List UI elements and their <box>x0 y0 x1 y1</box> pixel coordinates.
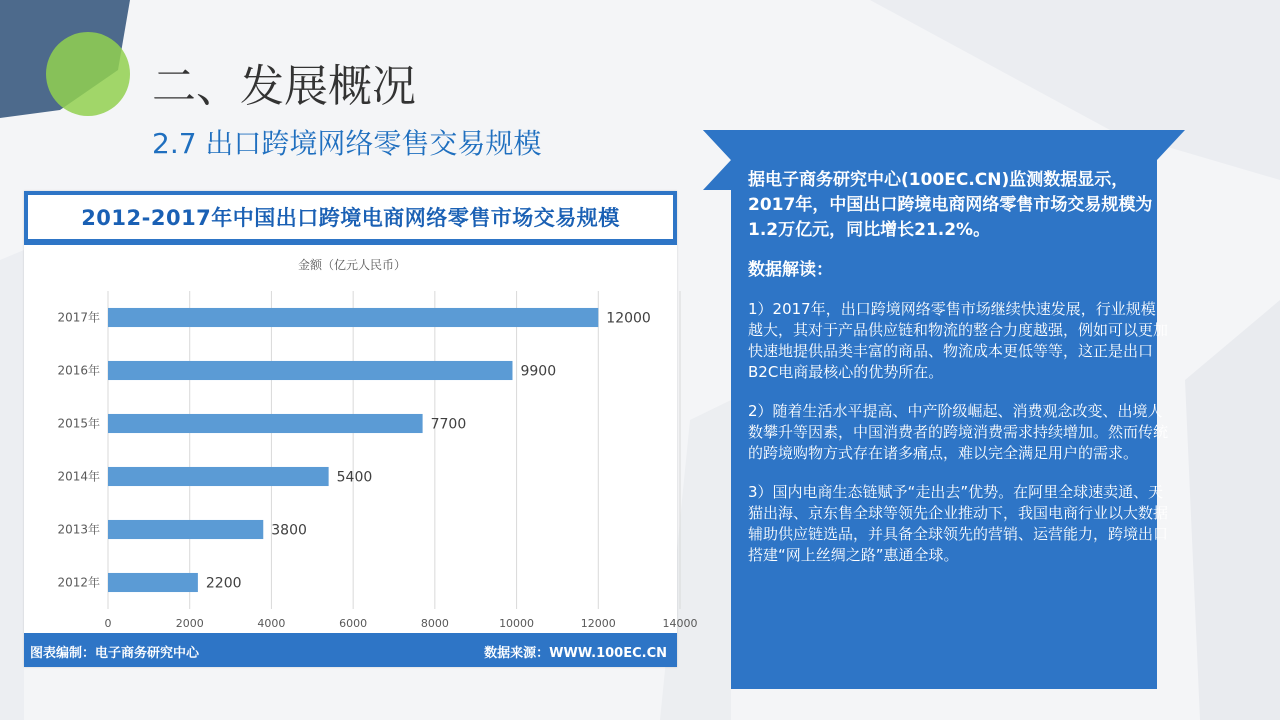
chart-title: 2012-2017年中国出口跨境电商网络零售市场交易规模 <box>28 195 673 239</box>
info-box <box>731 130 1185 689</box>
info-point-3: 3）国内电商生态链赋予“走出去”优势。在阿里全球速卖通、天猫出海、京东售全球等领先企业推动下，我国电商行业以大数据辅助供应链选品，并具备全球领先的营销、运营能力，跨境出口搭建“网上丝绸之路”惠通全球。 <box>748 483 1169 564</box>
chart-header <box>24 191 677 245</box>
series-label: 金额（亿元人民币） <box>297 258 407 272</box>
bar <box>108 573 198 592</box>
x-tick-label: 12000 <box>580 617 616 630</box>
bar-value-label: 12000 <box>606 310 651 327</box>
x-tick-label: 14000 <box>662 617 698 630</box>
y-category-label: 2017年 <box>57 310 100 325</box>
y-category-label: 2016年 <box>57 363 100 378</box>
green-circle <box>46 32 130 116</box>
bg-facet <box>1185 300 1280 720</box>
chart-credit: 图表编制：电子商务研究中心 <box>30 646 200 661</box>
x-tick-label: 6000 <box>339 617 368 630</box>
info-point-2: 2）随着生活水平提高、中产阶级崛起、消费观念改变、出境人数攀升等因素，中国消费者的跨境消费需求持续增加。然而传统的跨境购物方式存在诸多痛点，难以完全满足用户的需求。 <box>748 402 1169 462</box>
bar <box>108 308 598 327</box>
chart-panel <box>24 191 698 667</box>
chart-source: 数据来源：WWW.100EC.CN <box>484 646 667 661</box>
y-category-label: 2013年 <box>57 522 100 537</box>
chart-footer <box>24 633 677 667</box>
bar-chart <box>24 245 698 633</box>
bar-value-label: 3800 <box>271 522 307 539</box>
bar-value-label: 9900 <box>520 363 557 380</box>
bar-value-label: 2200 <box>205 575 242 592</box>
x-tick-label: 2000 <box>175 617 204 630</box>
page-title: 二、发展概况 <box>152 61 416 112</box>
bar <box>108 414 423 433</box>
x-tick-label: 10000 <box>499 617 535 630</box>
bar <box>108 520 263 539</box>
info-point-1: 1）2017年，出口跨境网络零售市场继续快速发展，行业规模越大，其对于产品供应链和物流的整合力度越强，例如可以更加快速地提供品类丰富的商品、物流成本更低等等，这正是出口B2C电商最核心的优势所在。 <box>748 300 1169 381</box>
bar-value-label: 7700 <box>430 416 467 433</box>
x-tick-label: 0 <box>104 617 112 630</box>
page-subtitle: 2.7 出口跨境网络零售交易规模 <box>152 127 542 160</box>
x-tick-label: 8000 <box>420 617 449 630</box>
info-lead: 据电子商务研究中心(100EC.CN)监测数据显示，2017年，中国出口跨境电商网络零售市场交易规模为1.2万亿元，同比增长21.2%。 <box>748 170 1153 240</box>
y-category-label: 2012年 <box>57 575 100 590</box>
bg-facet <box>0 250 24 720</box>
bar-value-label: 5400 <box>336 469 373 486</box>
bar <box>108 467 329 486</box>
bar <box>108 361 512 380</box>
y-category-label: 2014年 <box>57 469 100 484</box>
x-tick-label: 4000 <box>257 617 286 630</box>
info-content <box>748 168 1170 566</box>
info-heading: 数据解读： <box>748 260 833 280</box>
y-category-label: 2015年 <box>57 416 100 431</box>
